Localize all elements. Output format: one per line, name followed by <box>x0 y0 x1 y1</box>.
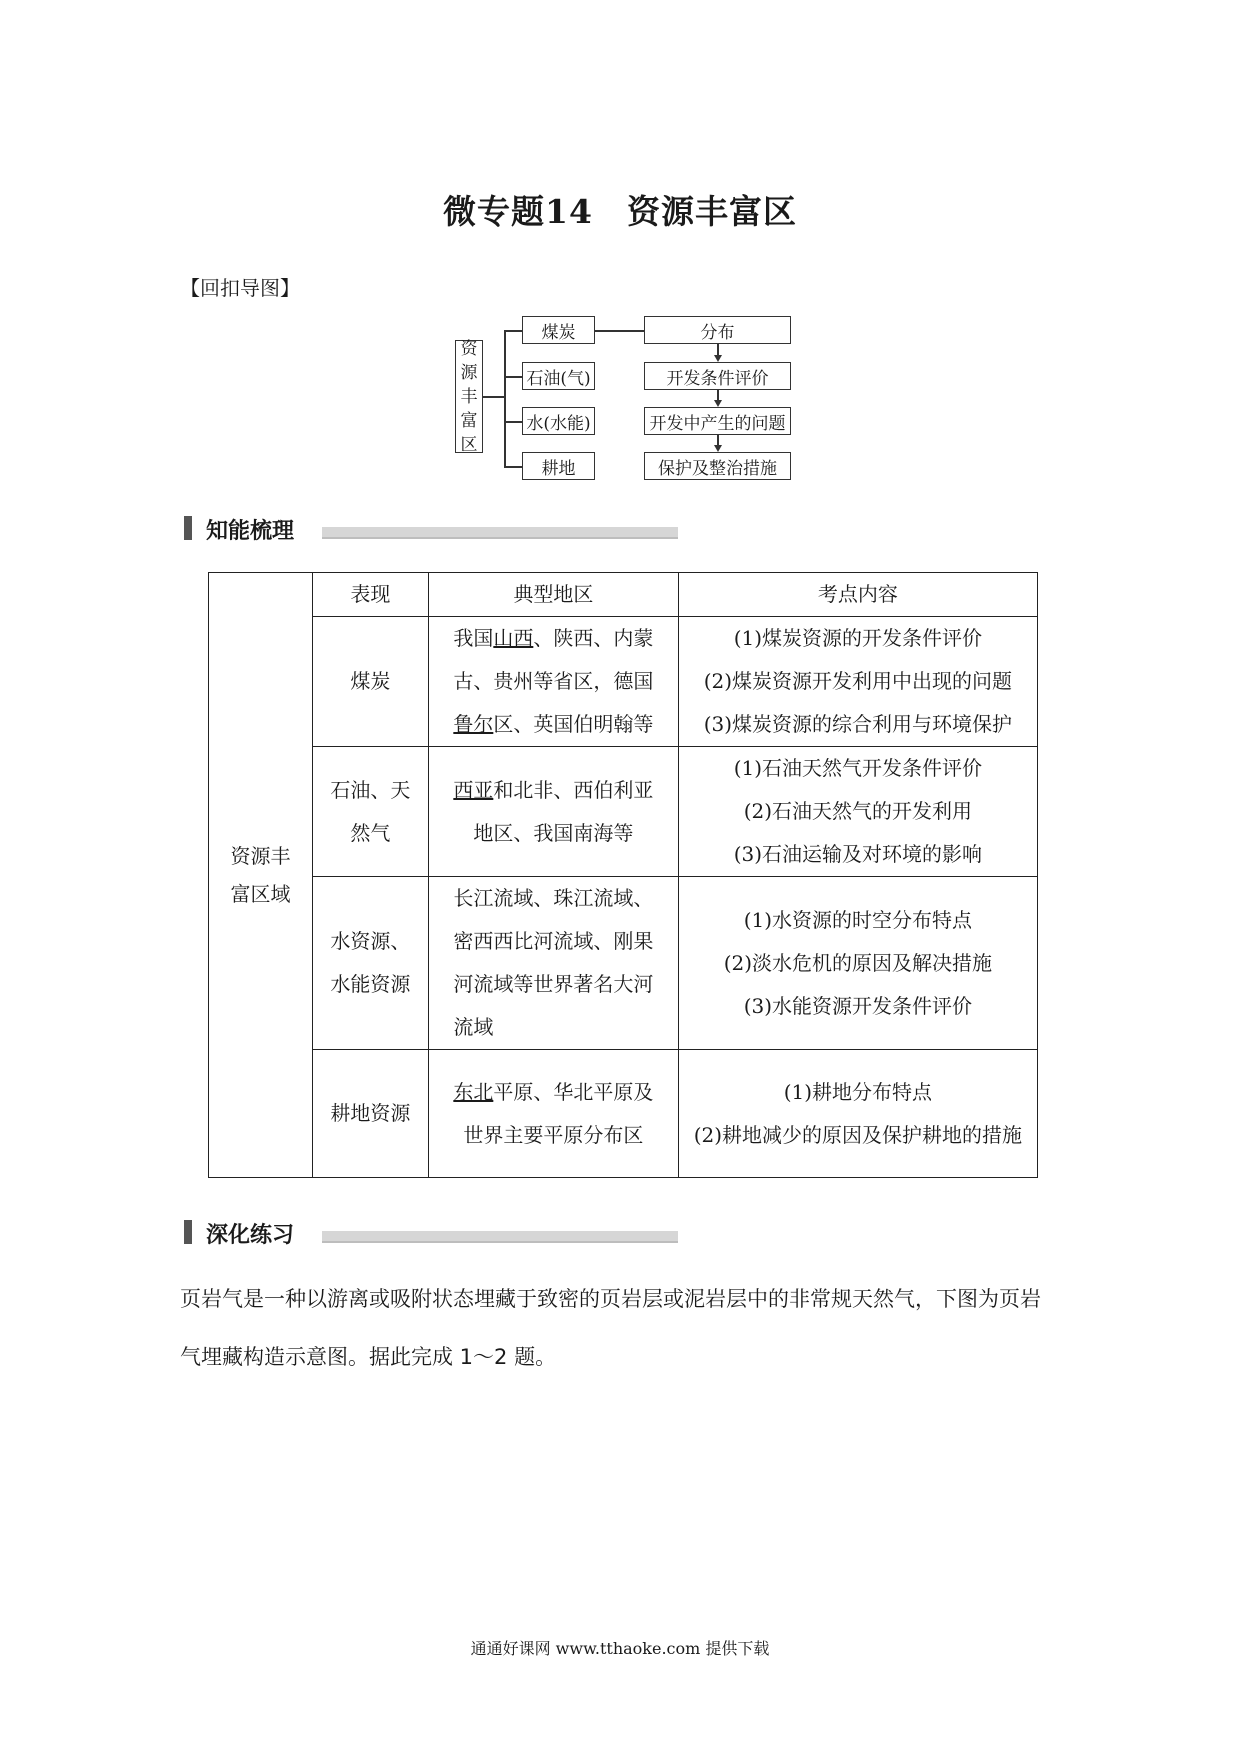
exam-point: (1)耕地分布特点 <box>783 1079 933 1104</box>
region-text: 和北非、西伯利亚地区、我国南海等 <box>473 777 654 845</box>
table-cell-points <box>678 747 1037 877</box>
mindmap-step-evaluation: 开发条件评价 <box>644 362 791 390</box>
table-cell-type: 石油、天然气 <box>312 747 428 877</box>
table-cell-region <box>428 1050 678 1178</box>
exam-point: (3)石油运输及对环境的影响 <box>733 842 983 866</box>
page-title: 微专题14 资源丰富区 <box>443 192 797 231</box>
mindmap-step-problems: 开发中产生的问题 <box>644 407 791 435</box>
section-rule <box>322 1231 678 1243</box>
table-cell-region <box>428 617 678 747</box>
region-text: 山西 <box>493 626 534 650</box>
exam-point: (2)耕地减少的原因及保护耕地的措施 <box>693 1122 1023 1147</box>
exam-point: (2)淡水危机的原因及解决措施 <box>723 950 993 975</box>
mindmap-step-distribution: 分布 <box>644 316 791 344</box>
table-cell-type: 水资源、水能资源 <box>312 877 428 1050</box>
region-text: 西亚 <box>453 777 494 802</box>
mind-map-tag: 【回扣导图】 <box>180 276 300 300</box>
table-header-cell: 典型地区 <box>428 573 678 617</box>
region-text: 、陕西、内蒙古、贵州等省区，德国 <box>453 626 654 693</box>
table-cell-region <box>428 747 678 877</box>
arrow-down-icon <box>714 400 722 407</box>
table-cell-points <box>678 877 1037 1050</box>
mindmap-root-box <box>455 340 483 453</box>
arrow-down-icon <box>714 445 722 452</box>
exam-point: (2)石油天然气的开发利用 <box>743 799 973 823</box>
mindmap-root-char: 源 <box>460 362 478 383</box>
connector <box>483 396 504 398</box>
connector <box>595 330 644 332</box>
question-intro-paragraph: 页岩气是一种以游离或吸附状态埋藏于致密的页岩层或泥岩层中的非常规天然气，下图为页岩气埋藏构造示意图。据此完成 1～2 题。 <box>180 1287 1041 1369</box>
exam-point: (1)煤炭资源的开发条件评价 <box>733 626 983 650</box>
section-title-practice: 深化练习 <box>206 1223 295 1248</box>
footer-text: 通通好课网 www.tthaoke.com 提供下载 <box>470 1639 770 1658</box>
section-rule <box>322 527 678 539</box>
region-text: 东北 <box>453 1079 494 1104</box>
connector <box>504 376 522 378</box>
table-cell-points <box>678 617 1037 747</box>
mindmap-resource-coal: 煤炭 <box>522 316 595 344</box>
mindmap-root-char: 富 <box>460 410 478 431</box>
mindmap-step-measures: 保护及整治措施 <box>644 452 791 480</box>
section-bar <box>184 1220 192 1244</box>
table-cell-type: 耕地资源 <box>312 1050 428 1178</box>
table-header-cell: 考点内容 <box>678 573 1037 617</box>
connector <box>504 330 506 466</box>
exam-point: (3)煤炭资源的综合利用与环境保护 <box>703 712 1013 736</box>
exam-point: (1)石油天然气开发条件评价 <box>733 756 983 780</box>
exam-point: (2)煤炭资源开发利用中出现的问题 <box>703 669 1013 693</box>
region-text: 区、英国伯明翰等 <box>493 712 654 736</box>
exam-point: (3)水能资源开发条件评价 <box>743 993 973 1018</box>
arrow-down-icon <box>714 355 722 362</box>
region-text: 长江流域、珠江流域、密西西比河流域、刚果河流域等世界著名大河流域 <box>453 886 654 1039</box>
mindmap-resource-oil: 石油(气) <box>522 362 595 390</box>
region-text: 我国 <box>453 626 494 650</box>
connector <box>504 466 522 468</box>
table-cell-type: 煤炭 <box>312 617 428 747</box>
connector <box>504 330 522 332</box>
exam-point: (1)水资源的时空分布特点 <box>743 907 973 932</box>
mindmap-root-char: 区 <box>460 434 478 455</box>
mindmap-root-char: 丰 <box>460 386 478 407</box>
mindmap-resource-land: 耕地 <box>522 452 595 480</box>
knowledge-table <box>208 572 1038 1178</box>
table-cell-points <box>678 1050 1037 1178</box>
table-row-header: 资源丰富区域 <box>209 573 313 1178</box>
region-text: 鲁尔 <box>453 712 494 736</box>
section-bar <box>184 516 192 540</box>
table-header-cell: 表现 <box>312 573 428 617</box>
mindmap-root-char: 资 <box>460 338 478 359</box>
connector <box>504 421 522 423</box>
mindmap-resource-water: 水(水能) <box>522 407 595 435</box>
region-text: 平原、华北平原及世界主要平原分布区 <box>463 1079 654 1147</box>
section-title-knowledge: 知能梳理 <box>206 519 295 544</box>
table-cell-region <box>428 877 678 1050</box>
